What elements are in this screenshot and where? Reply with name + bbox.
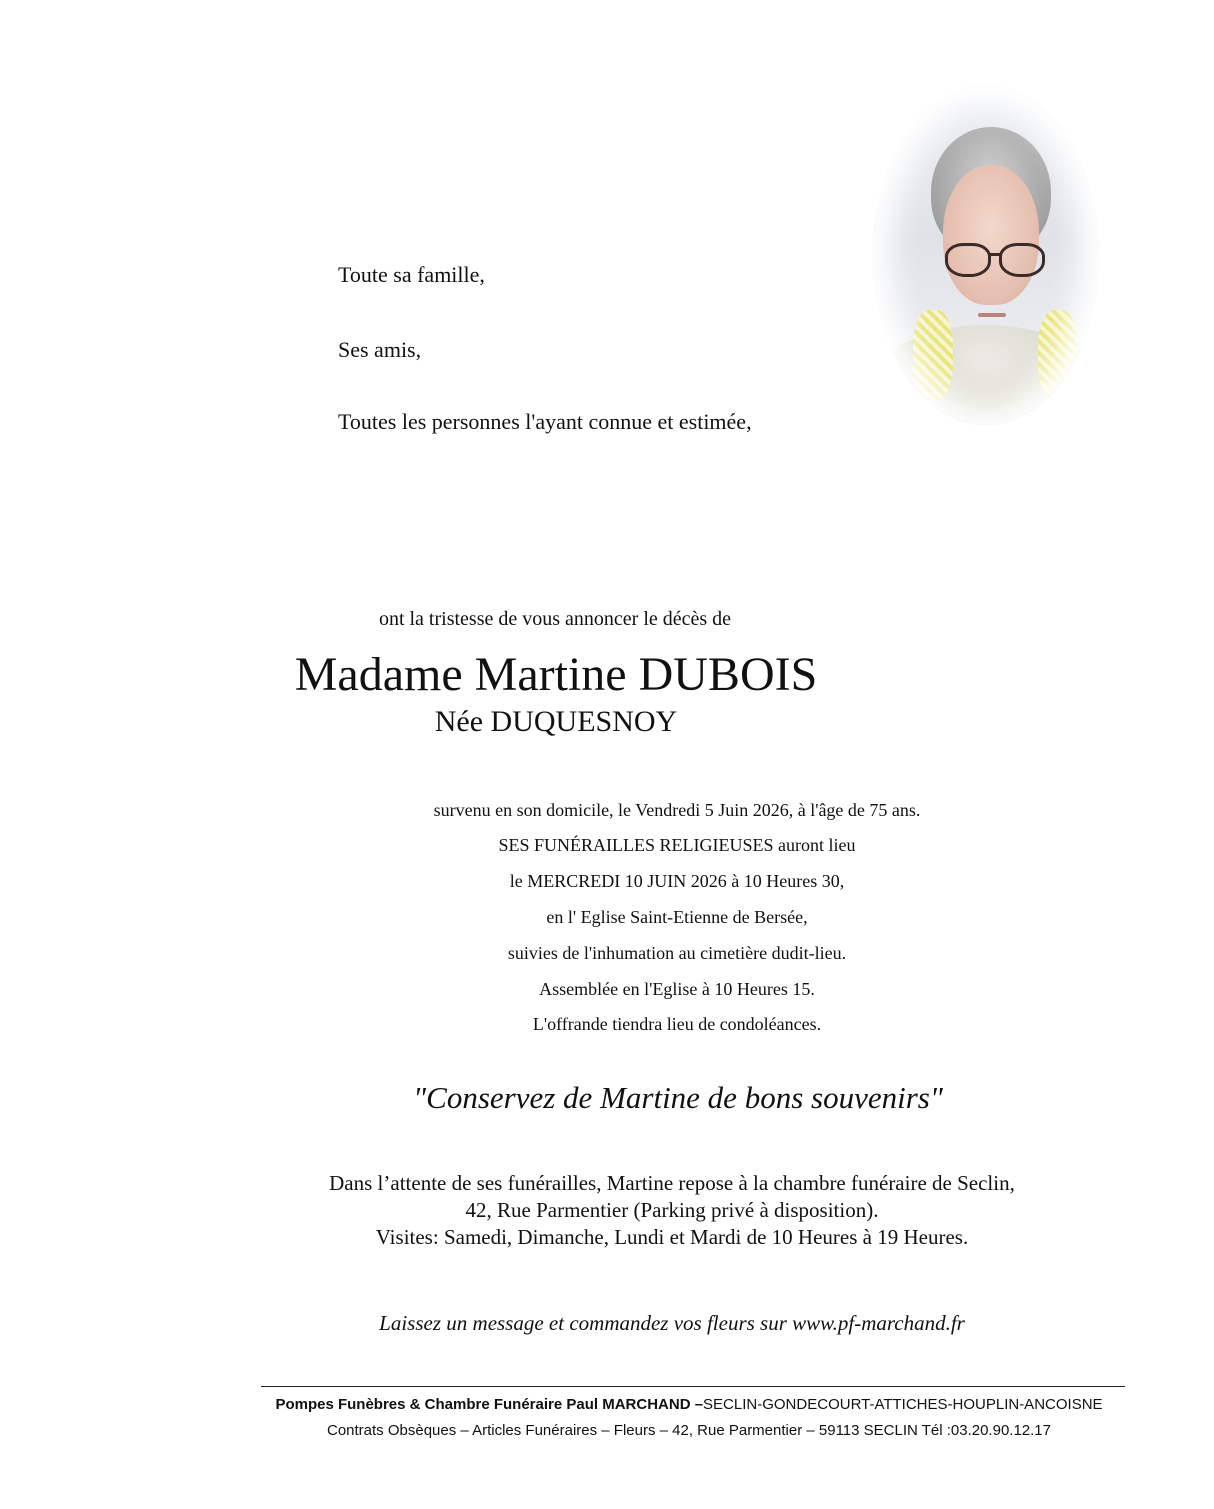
detail-line-assembly: Assemblée en l'Eglise à 10 Heures 15. (539, 979, 815, 999)
repose-line-address: 42, Rue Parmentier (Parking privé à disposition). (465, 1198, 879, 1222)
memorial-quote: "Conservez de Martine de bons souvenirs" (413, 1080, 943, 1115)
footer-locations: SECLIN-GONDECOURT-ATTICHES-HOUPLIN-ANCOISNE (703, 1396, 1103, 1413)
announcement-lead: ont la tristesse de vous annoncer le décès de (378, 608, 732, 630)
detail-line-offering: L'offrande tiendra lieu de condoléances. (532, 1014, 822, 1034)
detail-line-funeral: SES FUNÉRAILLES RELIGIEUSES auront lieu (498, 835, 856, 855)
detail-line-burial: suivies de l'inhumation au cimetière dudit-lieu. (507, 943, 847, 963)
message-website-line: Laissez un message et commandez vos fleurs sur www.pf-marchand.fr (379, 1311, 965, 1335)
portrait-vignette (873, 85, 1099, 425)
deceased-name: Madame Martine DUBOIS (294, 648, 818, 701)
repose-line-visits: Visites: Samedi, Dimanche, Lundi et Mardi de 10 Heures à 19 Heures. (375, 1225, 969, 1249)
footer-company-line (82, 1396, 1214, 1413)
footer-company: Pompes Funèbres & Chambre Funéraire Paul MARCHAND – (275, 1396, 704, 1413)
maiden-name: Née DUQUESNOY (434, 705, 678, 738)
detail-line-death: survenu en son domicile, le Vendredi 5 Juin 2026, à l'âge de 75 ans. (433, 800, 921, 820)
footer-services: Contrats Obsèques – Articles Funéraires – Fleurs – 42, Rue Parmentier – 59113 SECLIN Tél :03.20.90.12.17 (326, 1422, 1051, 1439)
repose-line-location: Dans l’attente de ses funérailles, Martine repose à la chambre funéraire de Seclin, (329, 1171, 1015, 1195)
footer-divider (261, 1386, 1125, 1387)
intro-acquaintances: Toutes les personnes l'ayant connue et estimée, (338, 409, 752, 434)
portrait-photo (873, 85, 1099, 425)
intro-family: Toute sa famille, (338, 262, 485, 287)
detail-line-date: le MERCREDI 10 JUIN 2026 à 10 Heures 30, (509, 871, 845, 891)
intro-friends: Ses amis, (338, 337, 422, 362)
detail-line-church: en l' Eglise Saint-Etienne de Bersée, (546, 907, 808, 927)
